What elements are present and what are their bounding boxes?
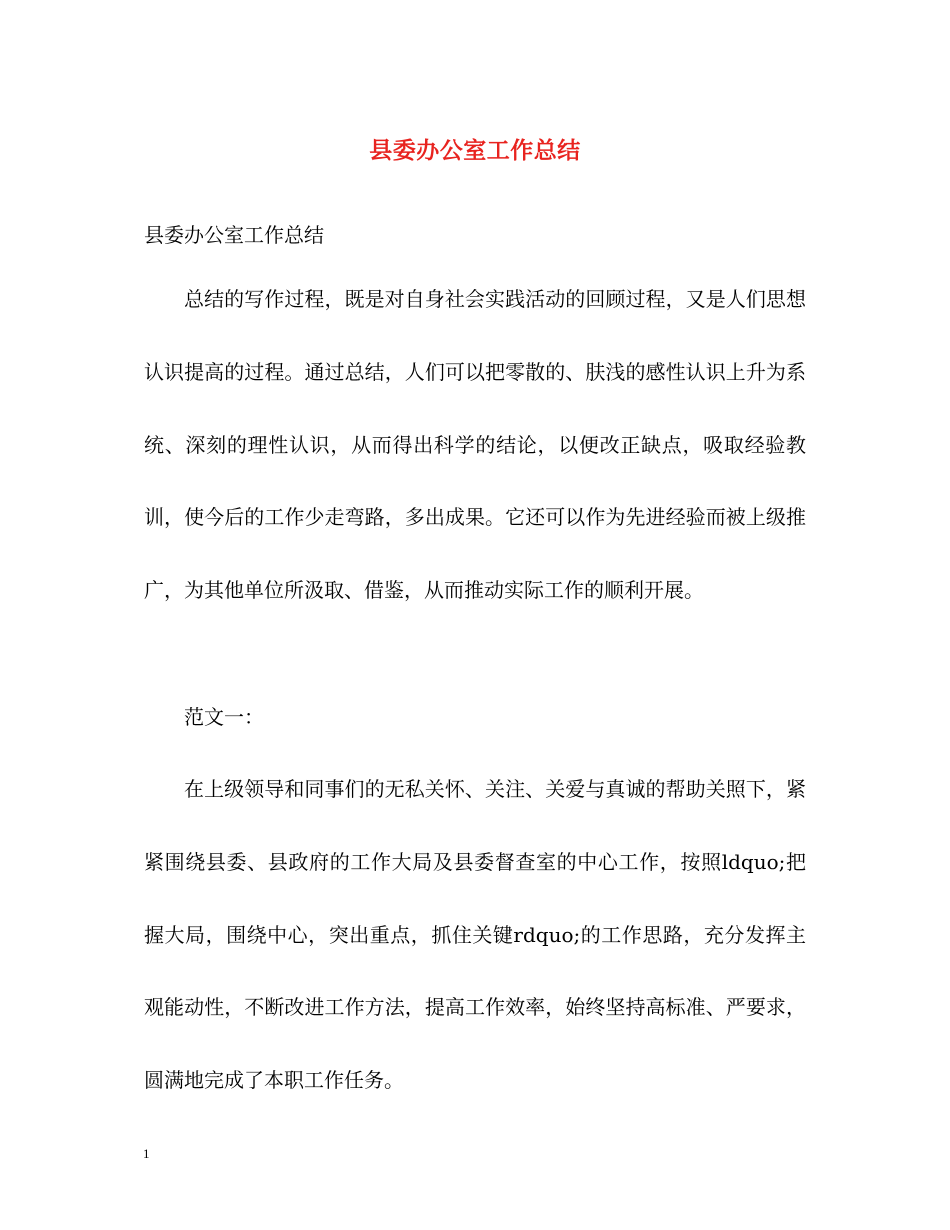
page-number: 1	[143, 1146, 150, 1161]
document-subtitle: 县委办公室工作总结	[144, 223, 324, 247]
paragraph-sample-heading: 范文一：	[184, 705, 264, 729]
document-title: 县委办公室工作总结	[369, 137, 581, 164]
paragraph-sample-body: 在上级领导和同事们的无私关怀、关注、关爱与真诚的帮助关照下，紧紧围绕县委、县政府的工作大局及县委督查室的中心工作，按照ldquo;把握大局，围绕中心，突出重点，抓住关键rdquo;的工作思路，充分发挥主观能动性，不断改进工作方法，提高工作效率，始终坚持高标准、严要求，圆满地完成了本职工作任务。	[144, 777, 806, 1093]
paragraph-intro: 总结的写作过程，既是对自身社会实践活动的回顾过程，又是人们思想认识提高的过程。通过总结，人们可以把零散的、肤浅的感性认识上升为系统、深刻的理性认识，从而得出科学的结论，以便改正缺点，吸取经验教训，使今后的工作少走弯路，多出成果。它还可以作为先进经验而被上级推广，为其他单位所汲取、借鉴，从而推动实际工作的顺利开展。	[144, 287, 806, 603]
